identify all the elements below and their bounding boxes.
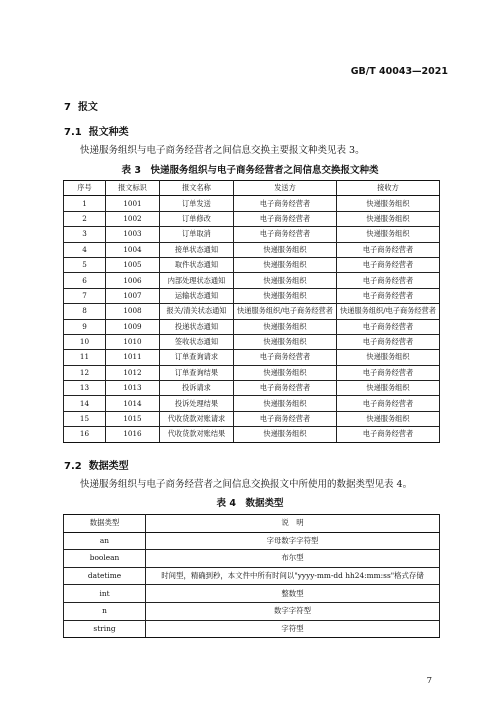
table-row: [64, 567, 440, 585]
table-row: [64, 381, 440, 396]
table-cell: 电子商务经营者: [234, 350, 337, 365]
table-row: [64, 411, 440, 426]
table-cell: 取件状态通知: [160, 257, 234, 272]
section-7-1-heading: [64, 123, 129, 138]
table-cell: 3: [64, 227, 106, 242]
standard-number: GB/T 40043—2021: [350, 66, 448, 77]
table-cell: 快递服务组织: [337, 350, 440, 365]
table-cell: 快递服务组织: [234, 242, 337, 257]
table-cell: 电子商务经营者: [234, 411, 337, 426]
table-4-caption: 表 4 数据类型: [216, 498, 284, 509]
table-cell: 快递服务组织/电子商务经营者: [234, 304, 337, 319]
table-cell: 快递服务组织: [234, 334, 337, 349]
header-cell: 报文名称: [160, 181, 234, 196]
table-cell: 内部处理状态通知: [160, 273, 234, 288]
table-cell: 电子商务经营者: [337, 334, 440, 349]
table-row: [64, 288, 440, 303]
table-cell: an: [64, 532, 146, 550]
header-cell: 序号: [64, 181, 106, 196]
table-cell: 电子商务经营者: [337, 273, 440, 288]
table-row: [64, 257, 440, 272]
table-cell: 电子商务经营者: [234, 381, 337, 396]
table-cell: 2: [64, 211, 106, 226]
section-title: 报文: [77, 102, 98, 113]
table-row: [64, 211, 440, 226]
table-cell: 16: [64, 427, 106, 442]
table-cell: 代收货款对账结果: [160, 427, 234, 442]
table-cell: boolean: [64, 550, 146, 568]
table-cell: 11: [64, 350, 106, 365]
page-number: 7: [426, 676, 432, 686]
table-row: [64, 602, 440, 620]
table-cell: 1009: [106, 319, 160, 334]
table-cell: 电子商务经营者: [337, 288, 440, 303]
table-cell: 4: [64, 242, 106, 257]
table-cell: 1013: [106, 381, 160, 396]
table-row: [64, 227, 440, 242]
table-cell: 快递服务组织: [234, 396, 337, 411]
table-cell: 电子商务经营者: [337, 319, 440, 334]
table-cell: 快递服务组织: [234, 319, 337, 334]
header-cell: 接收方: [337, 181, 440, 196]
message-types-table: [63, 180, 440, 443]
table-cell: 1001: [106, 196, 160, 211]
table-cell: 1007: [106, 288, 160, 303]
table-3-caption: 表 3 快递服务组织与电子商务经营者之间信息交换报文种类: [121, 165, 379, 176]
table-cell: 投诉处理结果: [160, 396, 234, 411]
header-cell: 报文标识: [106, 181, 160, 196]
table-cell: 快递服务组织: [337, 196, 440, 211]
table-cell: 订单发送: [160, 196, 234, 211]
header-cell: 说 明: [146, 515, 440, 533]
table-row: [64, 365, 440, 380]
header-cell: 发送方: [234, 181, 337, 196]
table-cell: 1006: [106, 273, 160, 288]
section-7-heading: [64, 98, 98, 113]
table-cell: int: [64, 585, 146, 603]
table-header-row: [64, 181, 440, 196]
table-cell: 电子商务经营者: [234, 211, 337, 226]
table-cell: 代收货款对账请求: [160, 411, 234, 426]
table-row: [64, 585, 440, 603]
table-cell: 电子商务经营者: [337, 427, 440, 442]
table-cell: 8: [64, 304, 106, 319]
table-cell: 快递服务组织: [337, 211, 440, 226]
table-cell: 12: [64, 365, 106, 380]
table-row: [64, 396, 440, 411]
table-row: [64, 532, 440, 550]
table-cell: 快递服务组织/电子商务经营者: [337, 304, 440, 319]
table-cell: 电子商务经营者: [337, 365, 440, 380]
table-cell: 1003: [106, 227, 160, 242]
data-types-table: [63, 514, 440, 638]
table-cell: 字母数字字符型: [146, 532, 440, 550]
table-row: [64, 319, 440, 334]
table-cell: 7: [64, 288, 106, 303]
section-7-1-paragraph: 快递服务组织与电子商务经营者之间信息交换主要报文种类见表 3。: [80, 145, 365, 156]
table-cell: 订单查询结果: [160, 365, 234, 380]
table-cell: 快递服务组织: [234, 257, 337, 272]
table-cell: 时间型，精确到秒，本文件中所有时间以"yyyy-mm-dd hh24:mm:ss"格式存储: [146, 567, 440, 585]
table-cell: 1: [64, 196, 106, 211]
table-row: [64, 334, 440, 349]
table-cell: 快递服务组织: [234, 365, 337, 380]
table-cell: 投诉请求: [160, 381, 234, 396]
table-cell: 1002: [106, 211, 160, 226]
table-cell: 1005: [106, 257, 160, 272]
table-cell: 快递服务组织: [234, 427, 337, 442]
table-header-row: [64, 515, 440, 533]
section-number: 7: [64, 102, 71, 113]
table-cell: 订单修改: [160, 211, 234, 226]
table-cell: 15: [64, 411, 106, 426]
table-cell: 快递服务组织: [337, 381, 440, 396]
section-title: 数据类型: [88, 461, 129, 472]
table-cell: 电子商务经营者: [337, 257, 440, 272]
table-cell: 电子商务经营者: [234, 196, 337, 211]
table-cell: 运输状态通知: [160, 288, 234, 303]
table-cell: 数字字符型: [146, 602, 440, 620]
table-cell: n: [64, 602, 146, 620]
table-row: [64, 350, 440, 365]
table-row: [64, 550, 440, 568]
table-cell: string: [64, 620, 146, 638]
table-cell: 订单查询请求: [160, 350, 234, 365]
section-7-2-paragraph: 快递服务组织与电子商务经营者之间信息交换报文中所使用的数据类型见表 4。: [80, 479, 413, 490]
table-row: [64, 427, 440, 442]
table-cell: 1012: [106, 365, 160, 380]
section-7-2-heading: [64, 457, 129, 472]
table-row: [64, 304, 440, 319]
table-cell: 接单状态通知: [160, 242, 234, 257]
table-row: [64, 196, 440, 211]
table-cell: 6: [64, 273, 106, 288]
table-cell: 签收状态通知: [160, 334, 234, 349]
header-cell: 数据类型: [64, 515, 146, 533]
table-cell: 1015: [106, 411, 160, 426]
section-number: 7.1: [64, 127, 82, 138]
table-cell: 快递服务组织: [337, 411, 440, 426]
section-number: 7.2: [64, 461, 82, 472]
table-cell: 订单取消: [160, 227, 234, 242]
table-cell: 报关/清关状态通知: [160, 304, 234, 319]
table-cell: datetime: [64, 567, 146, 585]
table-cell: 13: [64, 381, 106, 396]
table-cell: 1004: [106, 242, 160, 257]
table-cell: 电子商务经营者: [337, 242, 440, 257]
table-cell: 10: [64, 334, 106, 349]
table-cell: 布尔型: [146, 550, 440, 568]
table-cell: 快递服务组织: [337, 227, 440, 242]
table-cell: 5: [64, 257, 106, 272]
table-cell: 1014: [106, 396, 160, 411]
table-cell: 1008: [106, 304, 160, 319]
table-cell: 14: [64, 396, 106, 411]
table-row: [64, 620, 440, 638]
table-row: [64, 273, 440, 288]
table-cell: 快递服务组织: [234, 273, 337, 288]
table-row: [64, 242, 440, 257]
table-cell: 整数型: [146, 585, 440, 603]
table-cell: 投递状态通知: [160, 319, 234, 334]
table-cell: 1010: [106, 334, 160, 349]
table-cell: 电子商务经营者: [337, 396, 440, 411]
section-title: 报文种类: [88, 127, 129, 138]
table-cell: 1011: [106, 350, 160, 365]
table-cell: 9: [64, 319, 106, 334]
table-cell: 字符型: [146, 620, 440, 638]
table-cell: 快递服务组织: [234, 288, 337, 303]
table-cell: 电子商务经营者: [234, 227, 337, 242]
table-cell: 1016: [106, 427, 160, 442]
